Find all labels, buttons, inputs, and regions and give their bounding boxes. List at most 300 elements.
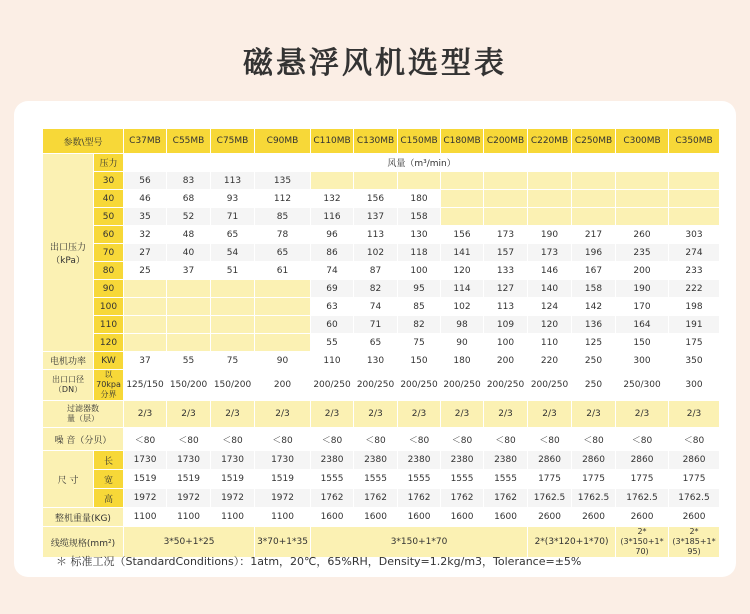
size-dim-label: 长	[94, 451, 123, 469]
table-row	[43, 172, 719, 189]
flow-cell: 130	[398, 226, 440, 243]
flow-cell: 120	[528, 316, 571, 333]
flow-cell	[255, 316, 310, 333]
outlet-cell: 200/250	[311, 370, 353, 400]
flow-cell	[255, 280, 310, 297]
table-row	[43, 470, 719, 488]
flow-cell: 113	[354, 226, 397, 243]
power-cell: 130	[354, 352, 397, 369]
size-cell: 1730	[211, 451, 254, 469]
flow-cell	[484, 208, 527, 225]
size-cell: 1555	[354, 470, 397, 488]
pressure-value: 50	[94, 208, 123, 225]
noise-cell: ＜80	[354, 428, 397, 450]
flow-cell	[528, 172, 571, 189]
flow-cell: 60	[311, 316, 353, 333]
size-cell: 2860	[669, 451, 719, 469]
header-model: C200MB	[484, 129, 527, 153]
flow-cell: 222	[669, 280, 719, 297]
flow-cell: 102	[441, 298, 483, 315]
cable-cell: 2*(3*185+1* 95)	[669, 527, 719, 557]
table-row	[43, 226, 719, 243]
flow-cell: 140	[528, 280, 571, 297]
noise-cell: ＜80	[441, 428, 483, 450]
flow-cell: 86	[311, 244, 353, 261]
size-cell: 1730	[167, 451, 210, 469]
flow-cell: 170	[616, 298, 668, 315]
noise-cell: ＜80	[311, 428, 353, 450]
flow-cell: 133	[484, 262, 527, 279]
size-cell: 1762.5	[616, 489, 668, 507]
filter-cell: 2/3	[167, 401, 210, 427]
header-model: C110MB	[311, 129, 353, 153]
flow-cell	[311, 172, 353, 189]
weight-cell: 1600	[441, 508, 483, 526]
flow-cell: 175	[669, 334, 719, 351]
cable-cell: 2*(3*120+1*70)	[528, 527, 615, 557]
flow-cell: 132	[311, 190, 353, 207]
outlet-cell: 150/200	[167, 370, 210, 400]
power-cell: 110	[311, 352, 353, 369]
noise-cell: ＜80	[572, 428, 615, 450]
flow-cell: 142	[572, 298, 615, 315]
table-row	[43, 401, 719, 427]
flow-cell: 65	[354, 334, 397, 351]
table-row	[43, 489, 719, 507]
weight-cell: 1100	[124, 508, 166, 526]
flow-cell: 157	[484, 244, 527, 261]
flow-cell	[124, 316, 166, 333]
flow-cell: 158	[572, 280, 615, 297]
filter-cell: 2/3	[354, 401, 397, 427]
table-row	[43, 244, 719, 261]
outlet-cell: 200/250	[398, 370, 440, 400]
weight-cell: 1600	[484, 508, 527, 526]
power-cell: 250	[572, 352, 615, 369]
flow-cell: 116	[311, 208, 353, 225]
cable-cell: 3*50+1*25	[124, 527, 254, 557]
filter-cell: 2/3	[124, 401, 166, 427]
size-cell: 1730	[124, 451, 166, 469]
flow-cell	[484, 172, 527, 189]
size-cell: 2860	[616, 451, 668, 469]
flow-cell	[167, 316, 210, 333]
flow-cell: 100	[398, 262, 440, 279]
weight-label: 整机重量(KG)	[43, 508, 123, 526]
pressure-value: 80	[94, 262, 123, 279]
size-cell: 1762.5	[572, 489, 615, 507]
outlet-cell: 300	[669, 370, 719, 400]
power-unit: KW	[94, 352, 123, 369]
flow-cell	[211, 298, 254, 315]
header-model: C130MB	[354, 129, 397, 153]
flow-cell: 191	[669, 316, 719, 333]
filter-cell: 2/3	[311, 401, 353, 427]
weight-cell: 2600	[528, 508, 571, 526]
flow-cell	[211, 280, 254, 297]
flow-cell	[572, 172, 615, 189]
power-cell: 350	[669, 352, 719, 369]
flow-cell: 114	[441, 280, 483, 297]
table-row	[43, 208, 719, 225]
flow-cell: 61	[255, 262, 310, 279]
flow-cell: 150	[616, 334, 668, 351]
outlet-cell: 250/300	[616, 370, 668, 400]
size-cell: 1775	[616, 470, 668, 488]
flow-cell: 260	[616, 226, 668, 243]
size-cell: 1972	[255, 489, 310, 507]
table-row	[43, 508, 719, 526]
weight-cell: 1100	[255, 508, 310, 526]
size-cell: 1775	[572, 470, 615, 488]
flow-label: 风量（m³/min）	[124, 154, 719, 171]
power-cell: 75	[211, 352, 254, 369]
power-cell: 220	[528, 352, 571, 369]
flow-cell: 173	[528, 244, 571, 261]
header-model: C180MB	[441, 129, 483, 153]
size-cell: 2860	[528, 451, 571, 469]
flow-cell: 54	[211, 244, 254, 261]
flow-cell: 125	[572, 334, 615, 351]
filter-cell: 2/3	[528, 401, 571, 427]
filter-cell: 2/3	[616, 401, 668, 427]
pressure-value: 60	[94, 226, 123, 243]
weight-cell: 1100	[211, 508, 254, 526]
flow-cell: 110	[528, 334, 571, 351]
flow-cell	[255, 334, 310, 351]
header-model: C150MB	[398, 129, 440, 153]
noise-cell: ＜80	[124, 428, 166, 450]
weight-cell: 1600	[398, 508, 440, 526]
flow-cell: 63	[311, 298, 353, 315]
size-label: 尺 寸	[43, 451, 93, 507]
flow-cell	[528, 190, 571, 207]
outlet-cell: 200/250	[441, 370, 483, 400]
flow-cell	[528, 208, 571, 225]
filter-cell: 2/3	[572, 401, 615, 427]
flow-cell	[167, 298, 210, 315]
weight-cell: 2600	[572, 508, 615, 526]
flow-cell: 173	[484, 226, 527, 243]
cable-label: 线缆规格(mm²)	[43, 527, 123, 557]
flow-cell	[669, 172, 719, 189]
flow-cell	[255, 298, 310, 315]
power-cell: 300	[616, 352, 668, 369]
weight-cell: 1600	[311, 508, 353, 526]
cable-cell: 3*70+1*35	[255, 527, 310, 557]
weight-cell: 2600	[616, 508, 668, 526]
noise-cell: ＜80	[484, 428, 527, 450]
power-cell: 37	[124, 352, 166, 369]
flow-cell: 90	[441, 334, 483, 351]
flow-cell	[669, 208, 719, 225]
table-row	[43, 451, 719, 469]
flow-cell	[398, 172, 440, 189]
table-row	[43, 316, 719, 333]
table-row	[43, 280, 719, 297]
size-cell: 2380	[484, 451, 527, 469]
outlet-cell: 200	[255, 370, 310, 400]
flow-cell: 200	[616, 262, 668, 279]
weight-cell: 1100	[167, 508, 210, 526]
filter-cell: 2/3	[669, 401, 719, 427]
flow-cell	[484, 190, 527, 207]
noise-cell: ＜80	[167, 428, 210, 450]
size-cell: 1762	[354, 489, 397, 507]
flow-cell	[441, 172, 483, 189]
flow-cell: 93	[211, 190, 254, 207]
flow-cell: 118	[398, 244, 440, 261]
flow-cell: 190	[528, 226, 571, 243]
table-row	[43, 129, 719, 153]
flow-cell: 32	[124, 226, 166, 243]
noise-cell: ＜80	[255, 428, 310, 450]
flow-cell: 83	[167, 172, 210, 189]
pressure-group-label: 出口压力 （kPa）	[43, 154, 93, 351]
flow-cell: 27	[124, 244, 166, 261]
flow-cell: 102	[354, 244, 397, 261]
size-cell: 1519	[255, 470, 310, 488]
cable-cell: 2*(3*150+1* 70)	[616, 527, 668, 557]
size-dim-label: 高	[94, 489, 123, 507]
flow-cell: 137	[354, 208, 397, 225]
pressure-col-label: 压力	[94, 154, 123, 171]
size-cell: 2380	[311, 451, 353, 469]
flow-cell: 100	[484, 334, 527, 351]
flow-cell: 156	[441, 226, 483, 243]
header-model: C55MB	[167, 129, 210, 153]
flow-cell: 71	[211, 208, 254, 225]
filter-cell: 2/3	[255, 401, 310, 427]
filter-cell: 2/3	[211, 401, 254, 427]
noise-label: 噪 音（分贝）	[43, 428, 123, 450]
flow-cell	[616, 172, 668, 189]
flow-cell: 56	[124, 172, 166, 189]
size-cell: 1762	[311, 489, 353, 507]
size-cell: 2860	[572, 451, 615, 469]
flow-cell	[354, 172, 397, 189]
flow-cell: 25	[124, 262, 166, 279]
weight-cell: 1600	[354, 508, 397, 526]
power-cell: 200	[484, 352, 527, 369]
size-cell: 2380	[354, 451, 397, 469]
power-cell: 55	[167, 352, 210, 369]
header-model: C75MB	[211, 129, 254, 153]
flow-cell: 141	[441, 244, 483, 261]
size-cell: 1555	[311, 470, 353, 488]
flow-cell: 136	[572, 316, 615, 333]
table-row	[43, 352, 719, 369]
noise-cell: ＜80	[528, 428, 571, 450]
flow-cell: 68	[167, 190, 210, 207]
table-row	[43, 262, 719, 279]
selection-table	[42, 128, 720, 558]
pressure-value: 110	[94, 316, 123, 333]
header-model: C90MB	[255, 129, 310, 153]
flow-cell	[572, 208, 615, 225]
size-cell: 1519	[211, 470, 254, 488]
size-cell: 1555	[484, 470, 527, 488]
flow-cell: 95	[398, 280, 440, 297]
filter-cell: 2/3	[398, 401, 440, 427]
table-row	[43, 428, 719, 450]
flow-cell	[441, 190, 483, 207]
flow-cell: 303	[669, 226, 719, 243]
size-cell: 1555	[441, 470, 483, 488]
size-dim-label: 宽	[94, 470, 123, 488]
size-cell: 1775	[528, 470, 571, 488]
flow-cell: 82	[398, 316, 440, 333]
size-cell: 1519	[124, 470, 166, 488]
noise-cell: ＜80	[211, 428, 254, 450]
header-model: C250MB	[572, 129, 615, 153]
table-row	[43, 370, 719, 400]
header-model: C220MB	[528, 129, 571, 153]
filter-label: 过滤器数 量（层）	[43, 401, 123, 427]
pressure-value: 30	[94, 172, 123, 189]
flow-cell: 55	[311, 334, 353, 351]
table-row	[43, 190, 719, 207]
flow-cell: 65	[211, 226, 254, 243]
flow-cell: 217	[572, 226, 615, 243]
flow-cell: 158	[398, 208, 440, 225]
size-cell: 1762	[484, 489, 527, 507]
flow-cell	[124, 298, 166, 315]
flow-cell	[167, 334, 210, 351]
outlet-unit: 以70kpa 分界	[94, 370, 123, 400]
table-row	[43, 334, 719, 351]
flow-cell: 127	[484, 280, 527, 297]
outlet-cell: 200/250	[528, 370, 571, 400]
outlet-cell: 200/250	[484, 370, 527, 400]
pressure-value: 100	[94, 298, 123, 315]
outlet-cell: 250	[572, 370, 615, 400]
flow-cell: 74	[311, 262, 353, 279]
flow-cell: 40	[167, 244, 210, 261]
header-model: C300MB	[616, 129, 668, 153]
flow-cell: 71	[354, 316, 397, 333]
flow-cell: 235	[616, 244, 668, 261]
size-cell: 1972	[124, 489, 166, 507]
flow-cell: 37	[167, 262, 210, 279]
flow-cell	[572, 190, 615, 207]
flow-cell: 48	[167, 226, 210, 243]
pressure-value: 40	[94, 190, 123, 207]
pressure-value: 90	[94, 280, 123, 297]
size-cell: 1555	[398, 470, 440, 488]
flow-cell: 146	[528, 262, 571, 279]
flow-cell: 65	[255, 244, 310, 261]
flow-cell	[124, 334, 166, 351]
noise-cell: ＜80	[398, 428, 440, 450]
size-cell: 1972	[167, 489, 210, 507]
pressure-value: 70	[94, 244, 123, 261]
flow-cell	[167, 280, 210, 297]
flow-cell: 164	[616, 316, 668, 333]
outlet-cell: 150/200	[211, 370, 254, 400]
size-cell: 1762.5	[528, 489, 571, 507]
flow-cell: 124	[528, 298, 571, 315]
size-cell: 2380	[398, 451, 440, 469]
flow-cell: 35	[124, 208, 166, 225]
flow-cell: 85	[255, 208, 310, 225]
flow-cell: 98	[441, 316, 483, 333]
flow-cell: 112	[255, 190, 310, 207]
flow-cell: 190	[616, 280, 668, 297]
filter-cell: 2/3	[441, 401, 483, 427]
page-title: 磁悬浮风机选型表	[243, 46, 507, 81]
flow-cell: 180	[398, 190, 440, 207]
power-cell: 150	[398, 352, 440, 369]
filter-cell: 2/3	[484, 401, 527, 427]
flow-cell: 198	[669, 298, 719, 315]
size-cell: 1762	[441, 489, 483, 507]
flow-cell: 120	[441, 262, 483, 279]
flow-cell: 196	[572, 244, 615, 261]
size-cell: 1775	[669, 470, 719, 488]
flow-cell: 69	[311, 280, 353, 297]
footnote: ＊ 标准工况（StandardConditions）：1atm，20℃，65%RH，Density=1.2kg/m3，Tolerance=±5%	[56, 555, 582, 568]
flow-cell: 109	[484, 316, 527, 333]
size-cell: 1762	[398, 489, 440, 507]
power-cell: 90	[255, 352, 310, 369]
size-cell: 1519	[167, 470, 210, 488]
flow-cell	[124, 280, 166, 297]
flow-cell: 233	[669, 262, 719, 279]
cable-cell: 3*150+1*70	[311, 527, 527, 557]
pressure-value: 120	[94, 334, 123, 351]
flow-cell: 74	[354, 298, 397, 315]
flow-cell	[669, 190, 719, 207]
size-cell: 2380	[441, 451, 483, 469]
flow-cell: 51	[211, 262, 254, 279]
outlet-cell: 125/150	[124, 370, 166, 400]
table-row	[43, 154, 719, 171]
header-model: C350MB	[669, 129, 719, 153]
size-cell: 1762.5	[669, 489, 719, 507]
flow-cell: 82	[354, 280, 397, 297]
flow-cell	[616, 190, 668, 207]
weight-cell: 2600	[669, 508, 719, 526]
noise-cell: ＜80	[669, 428, 719, 450]
table-row	[43, 298, 719, 315]
flow-cell: 46	[124, 190, 166, 207]
flow-cell	[616, 208, 668, 225]
noise-cell: ＜80	[616, 428, 668, 450]
flow-cell: 78	[255, 226, 310, 243]
flow-cell: 75	[398, 334, 440, 351]
flow-cell	[211, 334, 254, 351]
flow-cell: 113	[211, 172, 254, 189]
flow-cell	[441, 208, 483, 225]
flow-cell: 85	[398, 298, 440, 315]
flow-cell: 167	[572, 262, 615, 279]
flow-cell: 113	[484, 298, 527, 315]
flow-cell: 87	[354, 262, 397, 279]
flow-cell: 52	[167, 208, 210, 225]
flow-cell: 135	[255, 172, 310, 189]
flow-cell	[211, 316, 254, 333]
flow-cell: 96	[311, 226, 353, 243]
power-cell: 180	[441, 352, 483, 369]
flow-cell: 156	[354, 190, 397, 207]
power-label: 电机功率	[43, 352, 93, 369]
outlet-cell: 200/250	[354, 370, 397, 400]
size-cell: 1972	[211, 489, 254, 507]
flow-cell: 274	[669, 244, 719, 261]
header-param: 参数\型号	[43, 129, 123, 153]
header-model: C37MB	[124, 129, 166, 153]
